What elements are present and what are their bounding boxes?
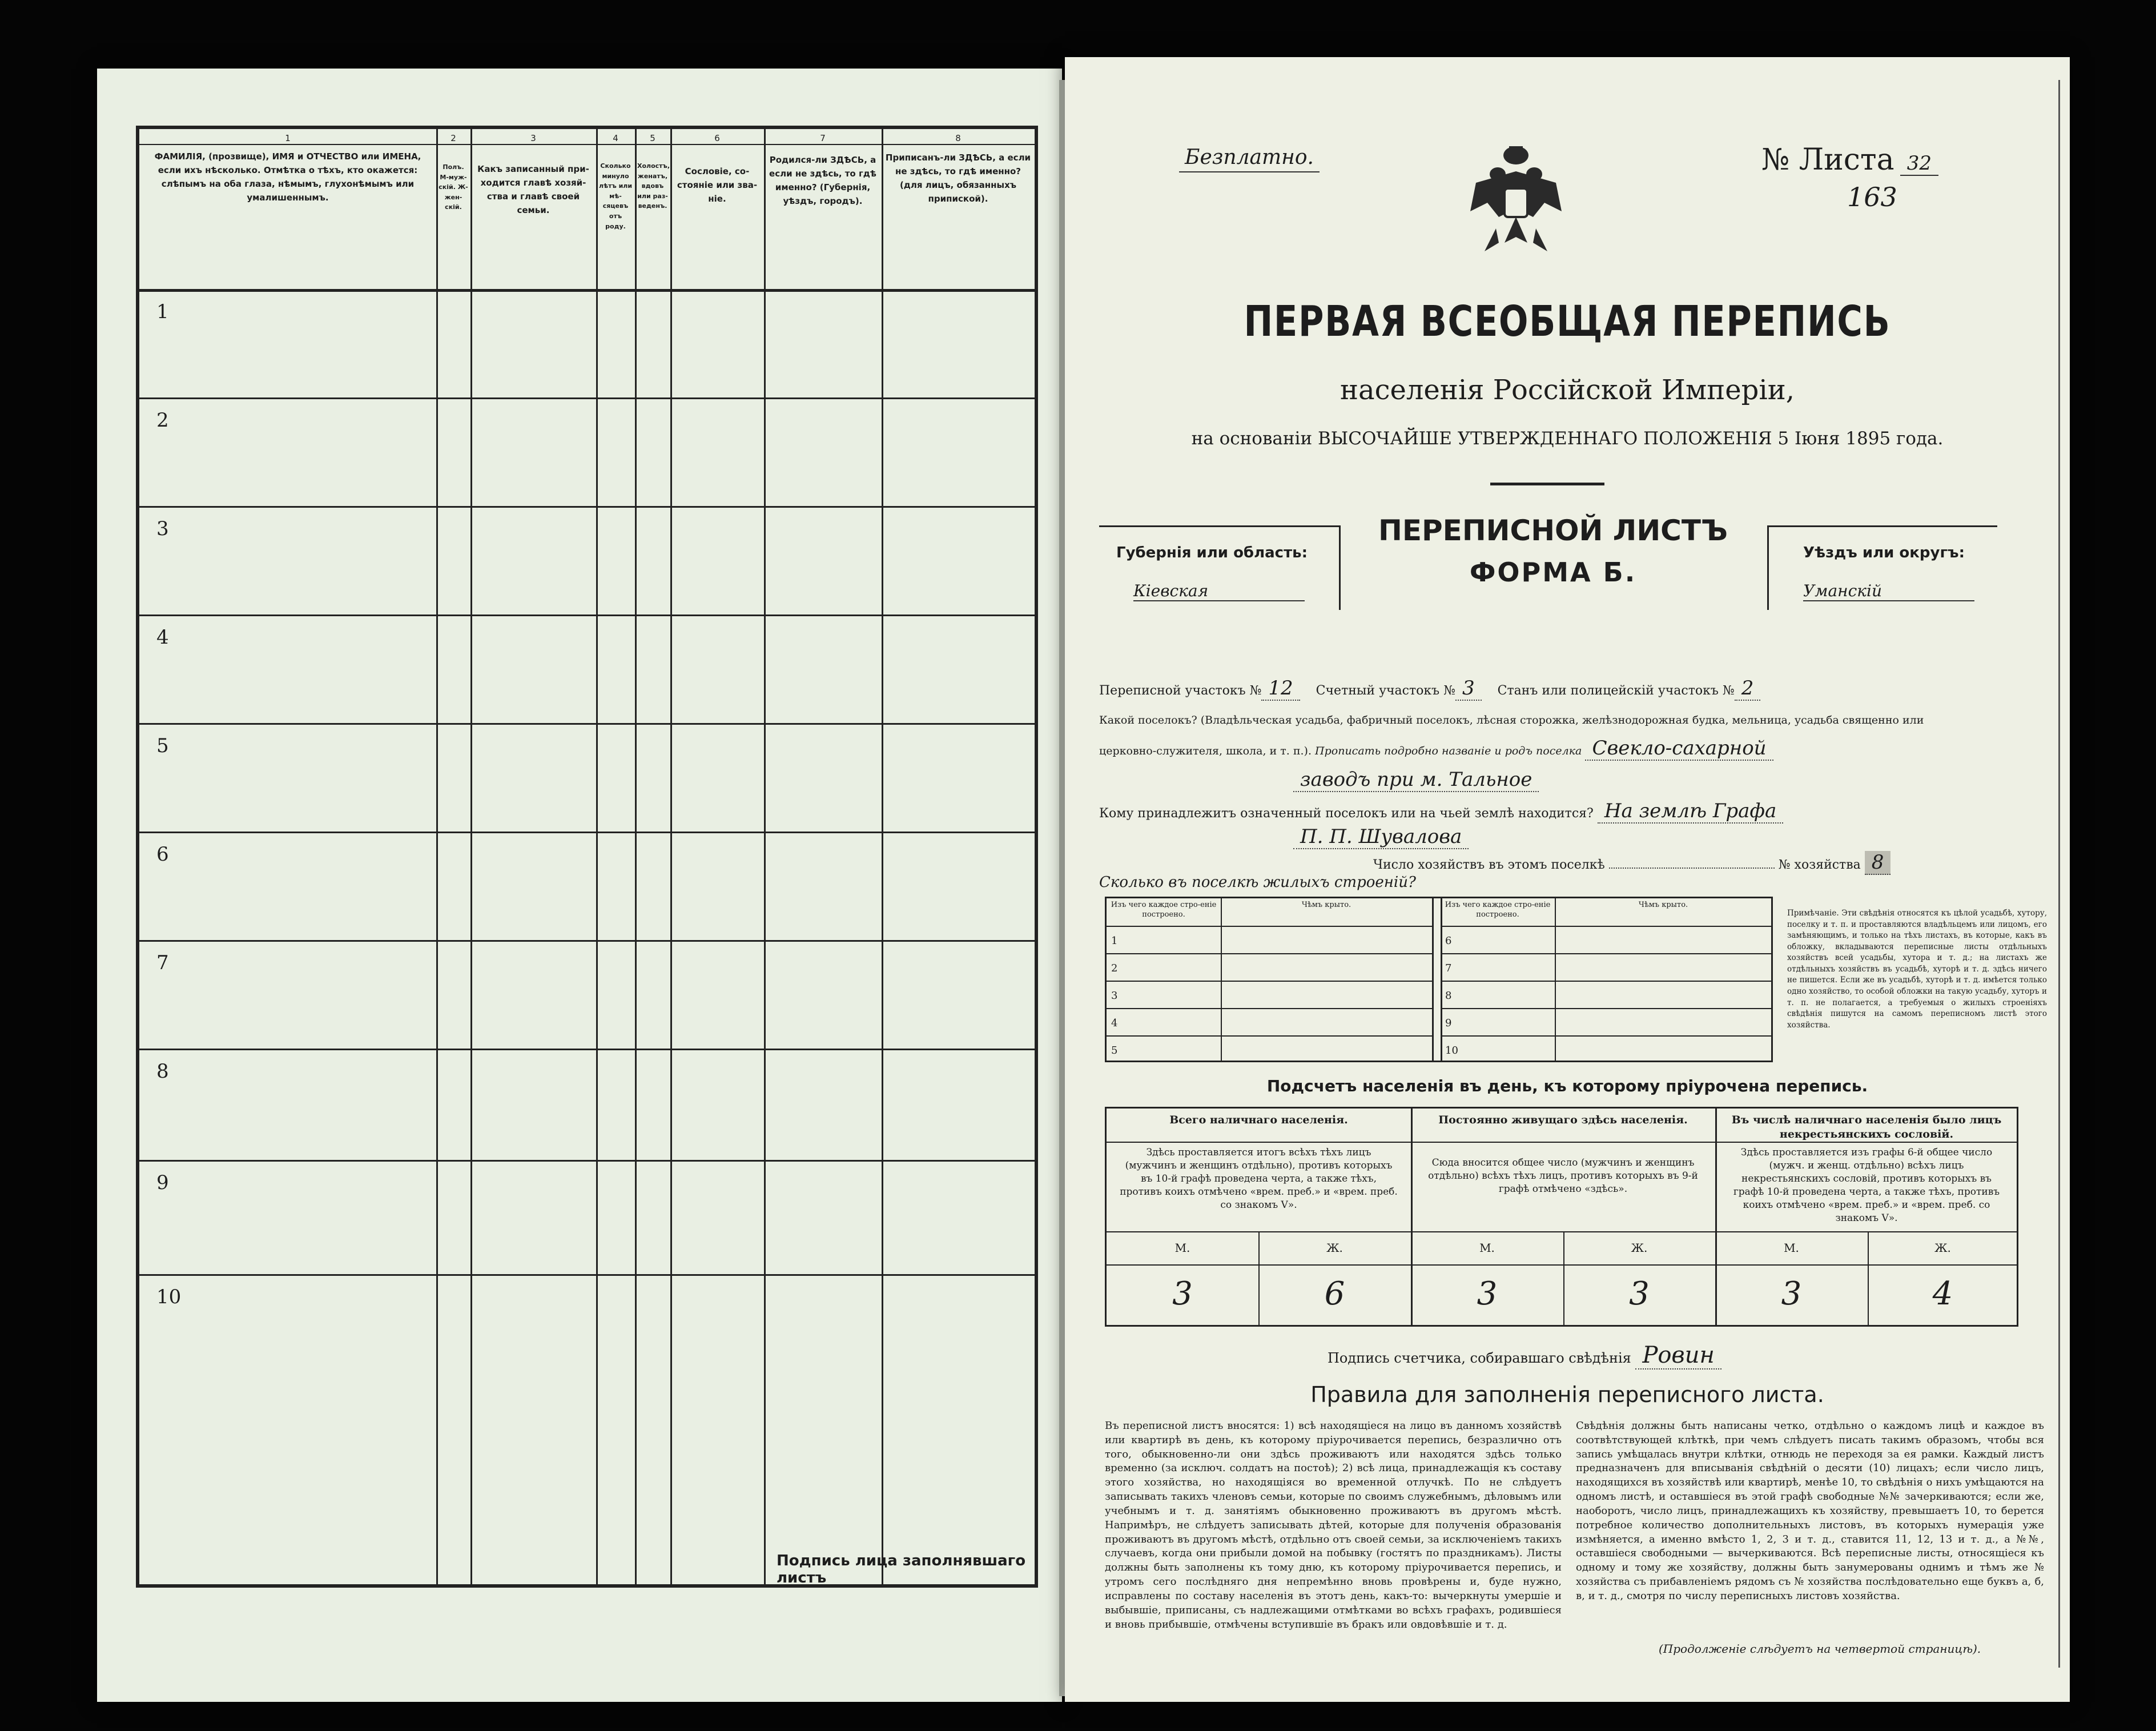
- persons-table: [136, 126, 1038, 1588]
- continued-note: (Продолженіе слѣдуетъ на четвертой страницѣ).: [1659, 1642, 1981, 1656]
- settlement-line-2: [1293, 768, 1539, 791]
- census-district-label: Переписной участокъ №: [1099, 684, 1262, 698]
- enumerator-signature-label: Подпись счетчика, собиравшаго свѣдѣнія: [1328, 1350, 1631, 1366]
- household-number-value: 8: [1865, 851, 1891, 875]
- row-number: 7: [156, 951, 169, 974]
- count-head: Всего наличнаго населенія.: [1107, 1109, 1411, 1143]
- row-number: 10: [156, 1286, 182, 1308]
- count-value: 3: [1477, 1275, 1498, 1312]
- row-number: 8: [156, 1060, 169, 1083]
- row-number: 1: [156, 300, 169, 323]
- households-label: Число хозяйствъ въ этомъ поселкѣ: [1373, 858, 1605, 872]
- enumerator-signature: [1328, 1342, 1721, 1368]
- male-label: М.: [1411, 1231, 1563, 1266]
- female-label: Ж.: [1563, 1231, 1715, 1266]
- uezd-label: Уѣздъ или округъ:: [1803, 544, 1965, 561]
- stan-label: Станъ или полицейскій участокъ №: [1497, 684, 1735, 698]
- table-row: [139, 832, 1035, 942]
- btab-head: Изъ чего каждое стро-еніе построено.: [1441, 898, 1555, 927]
- table-row: [139, 723, 1035, 833]
- count-desc: Здѣсь проставляется изъ графы 6-й общее число (мужч. и женщ. отдѣльно) всѣхъ лицъ некрестьянскихъ сословій, противъ которыхъ въ графѣ 10-й проведена черта, а также тѣхъ, противъ коихъ отмѣчено «врем. преб.» и «врем. преб. со знакомъ V».: [1733, 1147, 2000, 1224]
- table-row: [139, 289, 1035, 399]
- uezd-box: [1767, 525, 1997, 610]
- stan-value: 2: [1735, 677, 1761, 701]
- left-page: [97, 69, 1062, 1702]
- form-name: ФОРМА Б.: [1469, 557, 1637, 588]
- female-label: Ж.: [1868, 1231, 2018, 1266]
- header-col-4: [596, 129, 635, 289]
- header-col-6: [670, 129, 764, 289]
- page-title: ПЕРВАЯ ВСЕОБЩАЯ ПЕРЕПИСЬ: [1244, 297, 1891, 346]
- header-col-7: [764, 129, 882, 289]
- count-desc: Здѣсь проставляется итогъ всѣхъ тѣхъ лицъ (мужчинъ и женщинъ отдѣльно), противъ которыхъ въ 10-й графѣ проведена черта, а также тѣхъ, противъ коихъ отмѣчено «врем. преб.» и «врем. преб. со знакомъ V».: [1120, 1147, 1398, 1211]
- owner-question: Кому принадлежитъ означенный поселокъ или на чьей землѣ находится?: [1099, 806, 1594, 821]
- district-line: [1099, 677, 1760, 700]
- header-col-5: [635, 129, 670, 289]
- rules-title: Правила для заполненія переписного листа.: [1310, 1382, 1824, 1407]
- uezd-value: Уманскій: [1803, 581, 1974, 601]
- col-number: 1: [285, 133, 291, 143]
- enumerator-signature-value: Ровин: [1635, 1342, 1721, 1369]
- btab-row: 1: [1107, 927, 1432, 954]
- btab-row: 3: [1107, 982, 1432, 1009]
- sheet-number-label: № Листа: [1761, 143, 1894, 177]
- sheet-number-secondary: 163: [1847, 182, 1897, 212]
- free-label: Безплатно.: [1179, 146, 1320, 172]
- filler-signature-label: Подпись лица заполнявшаго листъ: [777, 1552, 1026, 1587]
- btab-head: Изъ чего каждое стро-еніе построено.: [1107, 898, 1221, 927]
- count-desc: Сюда вносится общее число (мужчинъ и женщинъ отдѣльно) всѣхъ тѣхъ лицъ, противъ которыхъ въ 9-й графѣ отмѣчено «здѣсь».: [1428, 1157, 1698, 1195]
- count-value: 3: [1781, 1275, 1802, 1312]
- btab-head: Чѣмъ крыто.: [1555, 898, 1772, 927]
- col-number: 8: [955, 133, 961, 143]
- settlement-question-2: церковно-служителя, школа, и т. п.).: [1099, 745, 1312, 757]
- count-value: 4: [1932, 1275, 1953, 1312]
- gubernia-value: Кіевская: [1133, 581, 1305, 601]
- double-headed-eagle-icon: [1465, 143, 1567, 257]
- table-row: [139, 1160, 1035, 1276]
- settlement-question: Какой поселокъ? (Владѣльческая усадьба, фабричный поселокъ, лѣсная сторожка, желѣзнодорожная будка, мельница, усадьба священно или: [1099, 714, 1924, 726]
- count-head: Постоянно живущаго здѣсь населенія.: [1411, 1109, 1715, 1143]
- col-number: 2: [450, 133, 456, 143]
- header-col-2: [436, 129, 470, 289]
- col-title: Приписанъ-ли ЗДѢСЬ, а если не здѣсь, то гдѣ именно? (для лицъ, обязанныхъ припиской).: [885, 152, 1031, 204]
- row-number: 6: [156, 843, 169, 866]
- col-title: Какъ записанный при-ходится главѣ хозяй-ства и главѣ своей семьи.: [477, 164, 589, 215]
- col-title: Сколько минуло лѣтъ или мѣ-сяцевъ отъ роду.: [598, 162, 633, 230]
- table-row: [139, 397, 1035, 508]
- btab-head: Чѣмъ крыто.: [1221, 898, 1432, 927]
- col-title: Холостъ, женатъ, вдовъ или раз-веденъ.: [637, 162, 670, 210]
- male-label: М.: [1107, 1231, 1258, 1266]
- col-title: Полъ. М-муж-скій. Ж-жен-скій.: [439, 163, 468, 211]
- count-title: Подсчетъ населенія въ день, къ которому пріурочена перепись.: [1266, 1077, 1868, 1095]
- count-value: 6: [1324, 1275, 1345, 1312]
- settlement-hint: Прописать подробно названіе и родъ поселка: [1315, 745, 1582, 757]
- count-district-label: Счетный участокъ №: [1316, 684, 1455, 698]
- col-number: 5: [650, 133, 655, 143]
- rules-column-2: Свѣдѣнія должны быть написаны четко, отдѣльно о каждомъ лицѣ и каждое въ соотвѣтствующей клѣткѣ, при чемъ слѣдуетъ писать такимъ образомъ, чтобы вся запись умѣщалась внутри клѣтки, отнюдь не переходя за ея рамки. Каждый листъ предназначенъ для вписыванія свѣдѣній о десяти (10) лицахъ; если число лицъ, находящихся въ хозяйствѣ или квартирѣ, менѣе 10, то свѣдѣнія о нихъ умѣщаются на одномъ листѣ, и оставшіеся въ этой графѣ свободные №№ зачеркиваются; если же, наоборотъ, число лицъ, принадлежащихъ къ хозяйству, превышаетъ 10, то берется потребное количество дополнительныхъ листовъ, въ которыхъ нумерація уже измѣняется, а именно вмѣсто 1, 2, 3 и т. д., ставится 11, 12, 13 и т. д., а №№, оставшіеся свободными — вычеркиваются. Всѣ переписные листы, относящіеся къ одному и тому же хозяйству, должны быть занумерованы однимъ и тѣмъ же № хозяйства съ прибавленіемъ рядомъ съ № хозяйства послѣдовательно еще буквъ а, б, в, и т. д., смотря по числу переписныхъ листовъ хозяйства.: [1576, 1420, 2044, 1602]
- gubernia-box: [1099, 525, 1341, 610]
- male-label: М.: [1715, 1231, 1868, 1266]
- col-number: 3: [530, 133, 536, 143]
- sheet-number: [1761, 143, 1938, 177]
- buildings-table: [1105, 897, 1773, 1062]
- row-number: 5: [156, 734, 169, 757]
- divider: [1490, 483, 1604, 485]
- col-number: 7: [820, 133, 826, 143]
- owner-value-2: П. П. Шувалова: [1293, 825, 1469, 849]
- table-row: [139, 506, 1035, 616]
- page-subtitle: населенія Россійской Имперіи,: [1340, 374, 1795, 406]
- btab-row: 8: [1441, 982, 1772, 1009]
- settlement-line: [1099, 737, 1773, 760]
- count-value: 3: [1629, 1275, 1650, 1312]
- legal-basis: на основаніи ВЫСОЧАЙШЕ УТВЕРЖДЕННАГО ПОЛОЖЕНІЯ 5 Іюня 1895 года.: [1191, 428, 1944, 449]
- settlement-value-2: заводъ при м. Тальное: [1293, 768, 1539, 792]
- gubernia-label: Губернія или область:: [1116, 544, 1308, 561]
- count-value: 3: [1172, 1275, 1193, 1312]
- owner-line-2: [1293, 825, 1469, 848]
- households-line: [1373, 851, 1890, 874]
- count-district-value: 3: [1455, 677, 1482, 701]
- row-number: 4: [156, 626, 169, 649]
- row-number: 9: [156, 1171, 169, 1194]
- btab-row: 2: [1107, 954, 1432, 982]
- btab-row: 9: [1441, 1009, 1772, 1037]
- btab-row: 5: [1111, 1045, 1118, 1057]
- settlement-value: Свекло-сахарной: [1585, 737, 1773, 761]
- page-edge: [2058, 80, 2061, 1668]
- right-page: [1065, 57, 2070, 1702]
- table-row: [139, 1049, 1035, 1162]
- btab-row: 7: [1441, 954, 1772, 982]
- row-number: 3: [156, 517, 169, 540]
- table-row: [139, 1274, 1035, 1585]
- header-col-1: [139, 129, 436, 289]
- header-col-8: [882, 129, 1035, 289]
- col-number: 6: [714, 133, 720, 143]
- form-title: ПЕРЕПИСНОЙ ЛИСТЪ: [1378, 514, 1728, 547]
- btab-row: 6: [1441, 927, 1772, 954]
- table-row: [139, 940, 1035, 1050]
- rules-column-1: Въ переписной листъ вносятся: 1) всѣ находящіеся на лицо въ данномъ хозяйствѣ или квартирѣ въ день, къ которому пріурочивается перепись, безразлично отъ того, обыкновенно-ли они здѣсь проживаютъ или находятся здѣсь только временно (за исключ. солдатъ на постоѣ); 2) всѣ лица, принадлежащія къ составу этого хозяйства, но находящіяся во временной отлучкѣ. По не слѣдуетъ записывать такихъ членовъ семьи, которые по своимъ служебнымъ, дѣловымъ или учебнымъ и т. д. занятіямъ обыкновенно проживаютъ въ другомъ мѣстѣ. Напримѣръ, не слѣдуетъ записывать дѣтей, которые для полученія образованія проживаютъ въ другомъ мѣстѣ, отдѣльно отъ своей семьи, за исключеніемъ такихъ случаевъ, когда они прибыли домой на побывку (гостятъ по праздникамъ). Листы должны быть заполнены къ тому дню, къ которому пріурочивается перепись, и утромъ сего послѣдняго дня непремѣнно вновь провѣрены и, буде нужно, исправлены по составу населенія въ этотъ день, какъ-то: вычеркнуты умершіе и выбывшіе, приписаны, съ надлежащими отмѣтками во всѣхъ графахъ, родившіеся и вновь прибывшіе, отмѣчены вступившіе въ бракъ или овдовѣвшіе и т. д.: [1105, 1420, 1562, 1630]
- col-title: ФАМИЛІЯ, (прозвище), ИМЯ и ОТЧЕСТВО или ИМЕНА, если ихъ нѣсколько. Отмѣтка о тѣхъ, кто окажется: слѣпымъ на оба глаза, нѣмымъ, глухонѣмымъ или умалишеннымъ.: [154, 151, 421, 203]
- btab-row: 10: [1445, 1045, 1458, 1057]
- col-title: Родился-ли ЗДѢСЬ, а если не здѣсь, то гдѣ именно? (Губернія, уѣздъ, городъ).: [769, 155, 876, 206]
- row-number: 2: [156, 409, 169, 432]
- female-label: Ж.: [1258, 1231, 1411, 1266]
- population-count-table: [1105, 1107, 2018, 1327]
- btab-row: 4: [1107, 1009, 1432, 1037]
- owner-value: На землѣ Графа: [1598, 800, 1783, 824]
- note-text: Примѣчаніе. Эти свѣдѣнія относятся къ цѣлой усадьбѣ, хутору, поселку и т. п. и проставляются владѣльцемъ или лицомъ, его замѣняющимъ, и только на тѣхъ листахъ, въ которые, какъ въ обложку, вкладываются переписные листы отдѣльныхъ хозяйствъ всей усадьбы, хутора и т. д.; на листахъ же отдѣльныхъ хозяйствъ въ усадьбѣ, хуторѣ и т. д. здѣсь ничего не пишется. Если же въ усадьбѣ, хуторѣ и т. д. имѣется только одно хозяйство, то особой обложки на такую усадьбу, хуторъ и т. п. не полагается, а требуемыя о жилыхъ строеніяхъ свѣдѣнія пишутся на самомъ переписномъ листѣ этого хозяйства.: [1787, 909, 2047, 1030]
- count-head: Въ числѣ наличнаго населенія было лицъ некрестьянскихъ сословій.: [1715, 1109, 2018, 1143]
- owner-line: [1099, 800, 1783, 822]
- census-district-value: 12: [1261, 677, 1300, 701]
- buildings-question: Сколько въ поселкѣ жилыхъ строеній?: [1099, 874, 1416, 891]
- household-number-label: № хозяйства: [1778, 858, 1861, 872]
- col-title: Сословіе, со-стояніе или зва-ніе.: [677, 166, 758, 204]
- sheet-number-value: 32: [1900, 152, 1938, 176]
- header-col-3: [470, 129, 596, 289]
- col-number: 4: [613, 133, 618, 143]
- table-row: [139, 615, 1035, 725]
